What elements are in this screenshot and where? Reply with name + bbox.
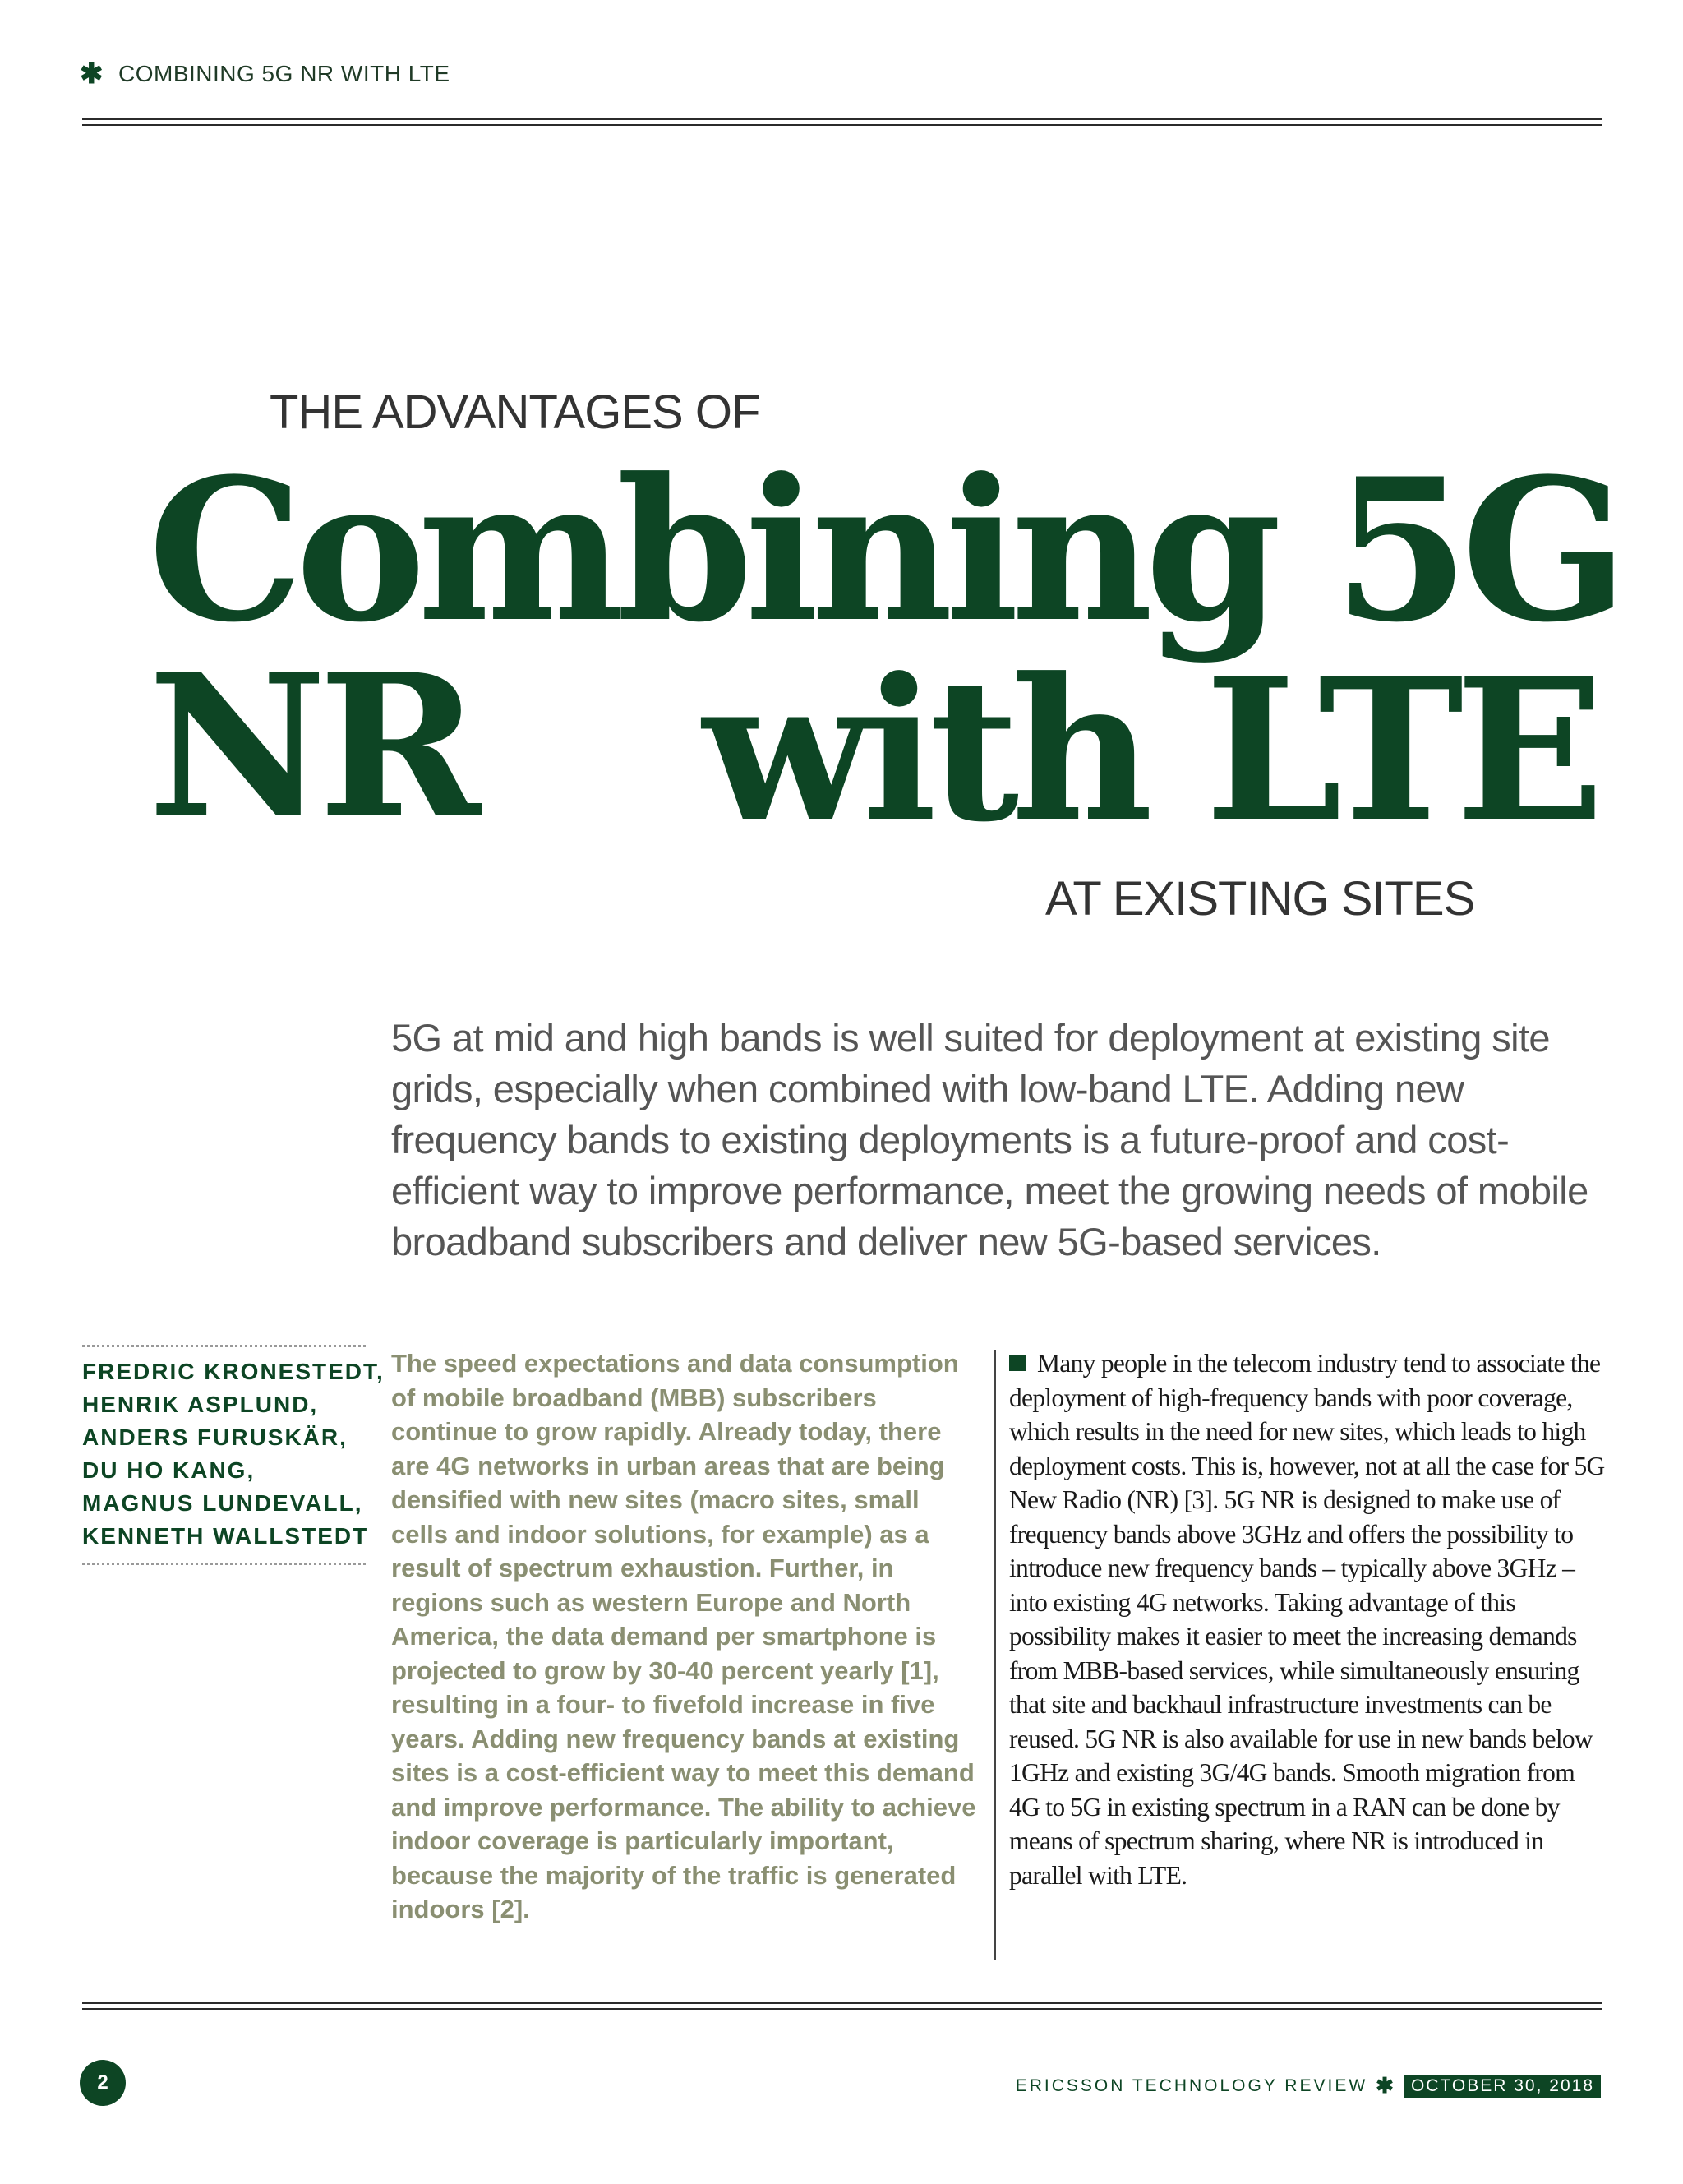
body-text: Many people in the telecom industry tend to associate the deployment of high-frequency bands with poor coverage, which results in the need for new sites, which leads to high deployment costs. This is, however, not at all the case for 5G New Radio (NR) [3]. 5G NR is designed to make use of frequency bands above 3GHz and offers the possibility to introduce new frequency bands – typically above 3GHz – into existing 4G networks. Taking advantage of this possibility makes it easier to meet the increasing demands from MBB-based services, while simultaneously ensuring that site and backhaul infrastructure investments can be reused. 5G NR is also available for use in new bands below 1GHz and existing 3G/4G bands. Smooth migration from 4G to 5G in existing spectrum in a RAN can be done by means of spectrum sharing, where NR is introduced in parallel with LTE. xyxy=(1009,1349,1605,1890)
header-rule xyxy=(82,118,1602,120)
title-line-2: with LTE xyxy=(703,636,1597,866)
asterisk-icon: ✱ xyxy=(80,58,104,90)
publication-date: OCTOBER 30, 2018 xyxy=(1404,2075,1601,2098)
publication-name: ERICSSON TECHNOLOGY REVIEW xyxy=(1015,2075,1368,2095)
lede-paragraph: 5G at mid and high bands is well suited for deployment at existing site grids, especially when combined with low-band LTE. Adding new frequency bands to existing deployments is a future-proof and cost-efficient way to improve performance, meet the growing needs of mobile broadband subscribers and deliver new 5G-based services. xyxy=(391,1016,1588,1263)
title-line-1: Combining 5G NR xyxy=(148,436,1621,861)
asterisk-icon: ✱ xyxy=(1376,2073,1396,2098)
author-name: FREDRIC KRONESTEDT, xyxy=(82,1359,385,1384)
title-kicker-top: THE ADVANTAGES OF xyxy=(270,386,760,439)
author-list xyxy=(82,1345,385,1565)
title-kicker-bottom: AT EXISTING SITES xyxy=(1045,872,1475,926)
author-name: KENNETH WALLSTEDT xyxy=(82,1523,369,1549)
body-paragraph xyxy=(1009,1346,1609,1892)
author-name: HENRIK ASPLUND, xyxy=(82,1392,319,1417)
author-name: MAGNUS LUNDEVALL, xyxy=(82,1490,363,1516)
column-divider xyxy=(994,1350,996,1960)
section-start-square-icon xyxy=(1009,1355,1026,1371)
author-name: ANDERS FURUSKÄR, xyxy=(82,1424,348,1450)
running-header xyxy=(80,58,450,90)
intro-paragraph: The speed expectations and data consumption of mobile broadband (MBB) subscribers continue to grow rapidly. Already today, there are 4G networks in urban areas that are being densified with new sites (macro sites, small cells and indoor solutions, for example) as a result of spectrum exhaustion. Further, in regions such as western Europe and North America, the data demand per smartphone is projected to grow by 30-40 percent yearly [1], resulting in a four- to fivefold increase in five years. Adding new frequency bands at existing sites is a cost-efficient way to meet this demand and improve performance. The ability to achieve indoor coverage is particularly important, because the majority of the traffic is generated indoors [2]. xyxy=(391,1349,976,1923)
author-name: DU HO KANG, xyxy=(82,1457,256,1483)
footer-rule xyxy=(82,2002,1602,2004)
footer-credit xyxy=(1016,2073,1601,2099)
running-title: COMBINING 5G NR WITH LTE xyxy=(118,61,450,86)
page-number-badge: 2 xyxy=(80,2060,126,2106)
